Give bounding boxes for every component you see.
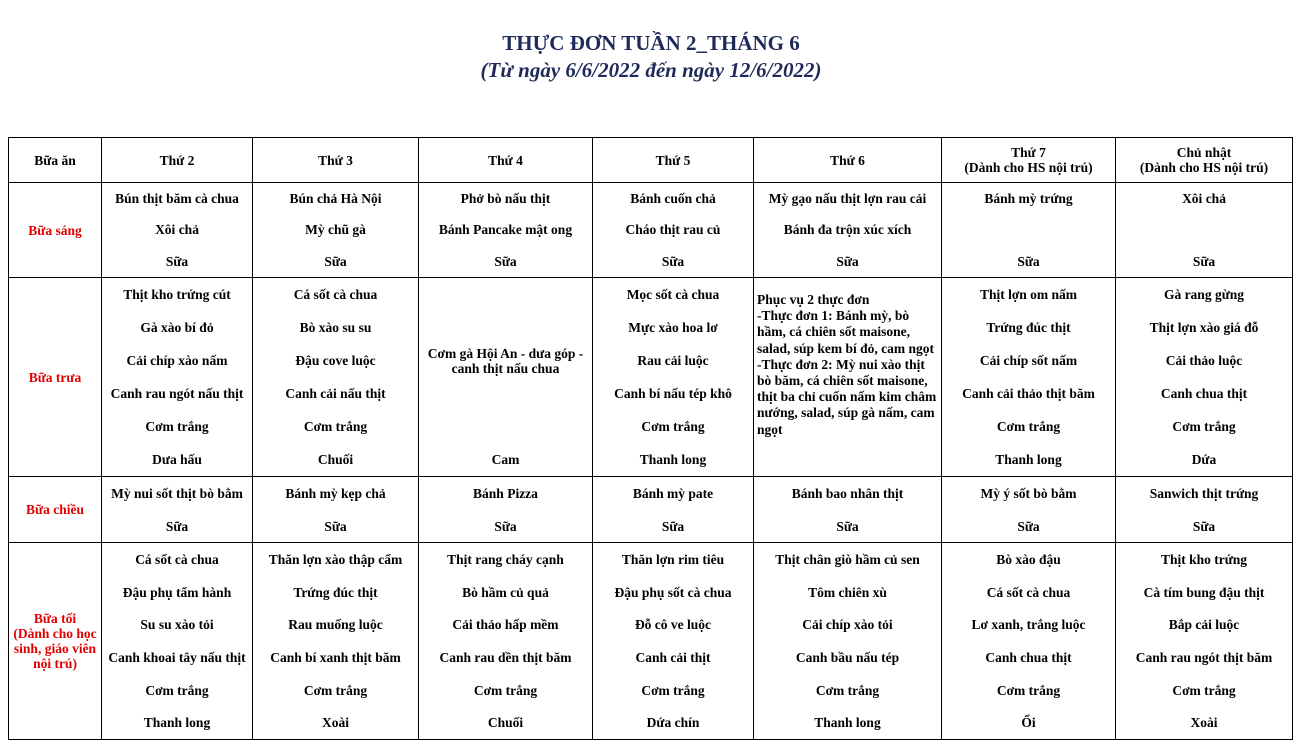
table-cell: Cơm trắng <box>942 674 1116 706</box>
table-cell: Mỳ nui sốt thịt bò bằm <box>102 477 253 511</box>
table-cell: Bò xào đậu <box>942 543 1116 577</box>
table-cell: Canh chua thịt <box>1116 377 1293 410</box>
table-cell: Thịt kho trứng <box>1116 543 1293 577</box>
table-cell: Trứng đúc thịt <box>253 576 419 608</box>
table-cell: Canh rau dền thịt băm <box>419 641 593 674</box>
table-cell: Cơm trắng <box>419 674 593 706</box>
table-cell: Dưa hấu <box>102 443 253 477</box>
table-cell: Bánh mỳ trứng <box>942 183 1116 214</box>
table-cell: Sữa <box>253 510 419 543</box>
table-row <box>9 377 1293 410</box>
table-row <box>9 443 1293 477</box>
table-cell: Cải thảo luộc <box>1116 344 1293 377</box>
table-cell: Sữa <box>419 510 593 543</box>
table-row <box>9 608 1293 641</box>
table-cell: Bánh mỳ pate <box>593 477 754 511</box>
table-cell: Ổi <box>942 706 1116 740</box>
page-title: THỰC ĐƠN TUẦN 2_THÁNG 6 <box>502 31 800 55</box>
table-cell: Thịt kho trứng cút <box>102 278 253 312</box>
table-row <box>9 278 1293 312</box>
table-cell: Thanh long <box>754 706 942 740</box>
table-row <box>9 477 1293 511</box>
table-cell: Đỗ cô ve luộc <box>593 608 754 641</box>
table-cell: Mỳ ý sốt bò bằm <box>942 477 1116 511</box>
table-cell: Canh cải thảo thịt băm <box>942 377 1116 410</box>
table-row <box>9 510 1293 543</box>
column-header: Thứ 3 <box>253 138 419 183</box>
table-cell: Thịt chân giò hầm củ sen <box>754 543 942 577</box>
table-cell: Bò xào su su <box>253 311 419 344</box>
table-cell: Cơm trắng <box>253 410 419 443</box>
column-header: Thứ 4 <box>419 138 593 183</box>
table-cell: Cải chíp xào tỏi <box>754 608 942 641</box>
table-cell: Cơm trắng <box>1116 410 1293 443</box>
meal-label-breakfast: Bữa sáng <box>9 183 102 278</box>
table-cell: Sữa <box>593 245 754 278</box>
table-row <box>9 183 1293 214</box>
table-row <box>9 213 1293 245</box>
table-cell: Thịt rang cháy cạnh <box>419 543 593 577</box>
column-header: Thứ 7 (Dành cho HS nội trú) <box>942 138 1116 183</box>
table-cell: Xôi chả <box>1116 183 1293 214</box>
table-cell: Sữa <box>102 245 253 278</box>
table-cell: Bánh bao nhân thịt <box>754 477 942 511</box>
table-cell: Bánh mỳ kẹp chả <box>253 477 419 511</box>
table-cell: Cá sốt cà chua <box>942 576 1116 608</box>
table-cell: Bánh Pancake mật ong <box>419 213 593 245</box>
table-cell: Đậu phụ tẩm hành <box>102 576 253 608</box>
table-cell: Bò hầm củ quả <box>419 576 593 608</box>
table-cell: Sữa <box>593 510 754 543</box>
table-cell: Canh bầu nấu tép <box>754 641 942 674</box>
table-cell: Gà xào bí đỏ <box>102 311 253 344</box>
table-cell: Dứa chín <box>593 706 754 740</box>
table-cell: Mực xào hoa lơ <box>593 311 754 344</box>
table-row <box>9 706 1293 740</box>
table-cell: Cá sốt cà chua <box>102 543 253 577</box>
table-cell: Mỳ chũ gà <box>253 213 419 245</box>
table-cell: Dứa <box>1116 443 1293 477</box>
meal-label-lunch: Bữa trưa <box>9 278 102 477</box>
table-row <box>9 311 1293 344</box>
table-cell: Gà rang gừng <box>1116 278 1293 312</box>
table-cell: Cơm trắng <box>102 674 253 706</box>
table-cell: Cơm trắng <box>593 410 754 443</box>
table-cell: Xôi chả <box>102 213 253 245</box>
table-cell: Tôm chiên xù <box>754 576 942 608</box>
column-header: Thứ 2 <box>102 138 253 183</box>
table-cell: Xoài <box>1116 706 1293 740</box>
table-cell: Cơm gà Hội An - dưa góp - canh thịt nấu chua <box>419 278 593 444</box>
table-cell: Cá sốt cà chua <box>253 278 419 312</box>
table-cell: Bún thịt băm cà chua <box>102 183 253 214</box>
table-row <box>9 576 1293 608</box>
table-cell: Trứng đúc thịt <box>942 311 1116 344</box>
table-cell: Đậu cove luộc <box>253 344 419 377</box>
table-row <box>9 138 1293 183</box>
table-cell: Sữa <box>1116 510 1293 543</box>
table-cell: Bánh đa trộn xúc xích <box>754 213 942 245</box>
table-cell: Su su xào tỏi <box>102 608 253 641</box>
meal-label-snack: Bữa chiều <box>9 477 102 543</box>
table-cell: Canh rau ngót nấu thịt <box>102 377 253 410</box>
table-cell: Cam <box>419 443 593 477</box>
table-row <box>9 245 1293 278</box>
table-cell: Canh bí nấu tép khô <box>593 377 754 410</box>
table-cell: Sữa <box>1116 245 1293 278</box>
table-cell: Phở bò nấu thịt <box>419 183 593 214</box>
table-row <box>9 344 1293 377</box>
table-cell: Cơm trắng <box>593 674 754 706</box>
table-row <box>9 410 1293 443</box>
table-cell: Cháo thịt rau củ <box>593 213 754 245</box>
table-cell: Bánh Pizza <box>419 477 593 511</box>
table-cell: Thăn lợn xào thập cẩm <box>253 543 419 577</box>
table-cell: Chuối <box>253 443 419 477</box>
table-cell: Sữa <box>754 510 942 543</box>
table-cell: Rau muống luộc <box>253 608 419 641</box>
table-cell: Bánh cuốn chả <box>593 183 754 214</box>
table-cell: Canh chua thịt <box>942 641 1116 674</box>
meal-label-dinner: Bữa tối (Dành cho học sinh, giáo viên nội trú) <box>9 543 102 740</box>
column-header: Thứ 5 <box>593 138 754 183</box>
column-header: Chủ nhật (Dành cho HS nội trú) <box>1116 138 1293 183</box>
table-cell: Canh rau ngót thịt băm <box>1116 641 1293 674</box>
table-cell: Sữa <box>754 245 942 278</box>
table-cell: Cơm trắng <box>942 410 1116 443</box>
table-cell: Cải chíp xào nấm <box>102 344 253 377</box>
table-cell: Phục vụ 2 thực đơn -Thực đơn 1: Bánh mỳ, bò hầm, cá chiên sốt maisone, salad, súp kem bí đỏ, cam ngọt -Thực đơn 2: Mỳ nui xào thịt bò băm, cá chiên sốt maisone, thịt ba chỉ cuốn nấm kim châm nướng, salad, súp gà nấm, cam ngọt <box>754 278 942 477</box>
table-cell: Mỳ gạo nấu thịt lợn rau cải <box>754 183 942 214</box>
column-header: Bữa ăn <box>9 138 102 183</box>
table-cell: Thăn lợn rim tiêu <box>593 543 754 577</box>
table-cell <box>1116 213 1293 245</box>
table-cell: Cơm trắng <box>1116 674 1293 706</box>
table-cell: Lơ xanh, trắng luộc <box>942 608 1116 641</box>
page-subtitle: (Từ ngày 6/6/2022 đến ngày 12/6/2022) <box>480 58 822 82</box>
table-cell: Đậu phụ sốt cà chua <box>593 576 754 608</box>
table-cell: Canh cải thịt <box>593 641 754 674</box>
table-cell: Bún chả Hà Nội <box>253 183 419 214</box>
table-cell: Bắp cải luộc <box>1116 608 1293 641</box>
table-cell: Sanwich thịt trứng <box>1116 477 1293 511</box>
menu-table <box>8 137 1293 740</box>
table-cell: Sữa <box>102 510 253 543</box>
table-cell: Thanh long <box>102 706 253 740</box>
table-cell: Thanh long <box>593 443 754 477</box>
table-row <box>9 641 1293 674</box>
table-cell: Canh khoai tây nấu thịt <box>102 641 253 674</box>
table-cell: Sữa <box>253 245 419 278</box>
table-cell: Cải chíp sốt nấm <box>942 344 1116 377</box>
table-cell <box>942 213 1116 245</box>
table-cell: Thịt lợn xào giá đỗ <box>1116 311 1293 344</box>
table-cell: Thịt lợn om nấm <box>942 278 1116 312</box>
table-cell: Mọc sốt cà chua <box>593 278 754 312</box>
table-cell: Chuối <box>419 706 593 740</box>
table-cell: Sữa <box>942 510 1116 543</box>
table-cell: Thanh long <box>942 443 1116 477</box>
table-cell: Sữa <box>419 245 593 278</box>
table-cell: Rau cải luộc <box>593 344 754 377</box>
table-cell: Cải thảo hấp mềm <box>419 608 593 641</box>
column-header: Thứ 6 <box>754 138 942 183</box>
table-cell: Cơm trắng <box>754 674 942 706</box>
table-cell: Cà tím bung đậu thịt <box>1116 576 1293 608</box>
table-cell: Sữa <box>942 245 1116 278</box>
table-cell: Xoài <box>253 706 419 740</box>
table-row <box>9 543 1293 577</box>
table-cell: Canh bí xanh thịt băm <box>253 641 419 674</box>
table-row <box>9 674 1293 706</box>
table-cell: Cơm trắng <box>253 674 419 706</box>
table-cell: Cơm trắng <box>102 410 253 443</box>
table-cell: Canh cải nấu thịt <box>253 377 419 410</box>
